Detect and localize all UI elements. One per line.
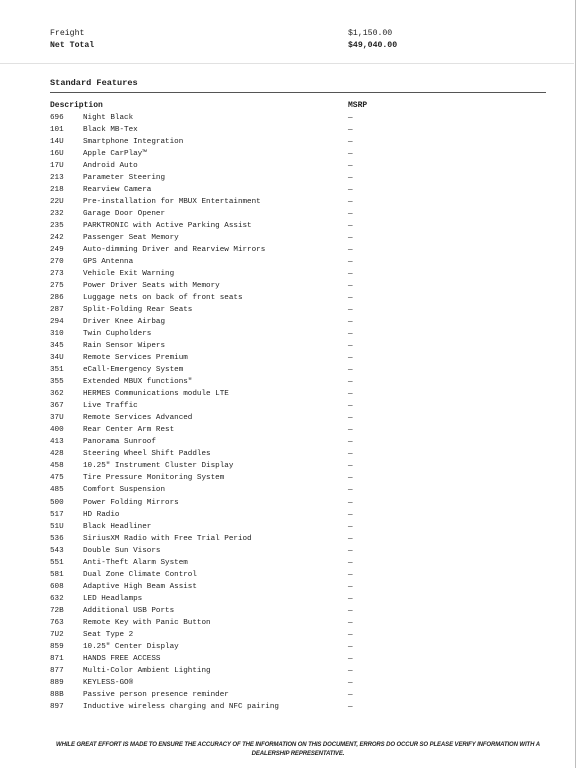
- feature-msrp: —: [348, 210, 353, 219]
- price-summary: [50, 28, 550, 52]
- feature-msrp: —: [348, 306, 353, 315]
- feature-msrp: —: [348, 414, 353, 423]
- table-row: [50, 509, 546, 521]
- feature-code: 632: [50, 594, 64, 603]
- feature-msrp: —: [348, 606, 353, 615]
- feature-description: Rearview Camera: [83, 186, 152, 195]
- feature-code: 242: [50, 234, 64, 243]
- table-row: [50, 593, 546, 605]
- feature-msrp: —: [348, 498, 353, 507]
- table-row: [50, 340, 546, 352]
- feature-description: Remote Services Advanced: [83, 414, 193, 423]
- feature-msrp: —: [348, 114, 353, 122]
- table-row: [50, 521, 546, 533]
- feature-code: 877: [50, 666, 64, 675]
- feature-msrp: —: [348, 702, 353, 711]
- table-row: [50, 400, 546, 412]
- freight-row: [50, 28, 550, 40]
- table-row: [50, 352, 546, 364]
- feature-msrp: —: [348, 246, 353, 255]
- feature-description: Apple CarPlay™: [83, 150, 147, 159]
- feature-code: 294: [50, 318, 64, 327]
- feature-code: 218: [50, 186, 64, 195]
- features-list: [50, 112, 546, 713]
- feature-msrp: —: [348, 330, 353, 339]
- feature-msrp: —: [348, 138, 353, 147]
- feature-code: 458: [50, 462, 64, 471]
- feature-description: HERMES Communications module LTE: [83, 390, 229, 399]
- feature-description: Double Sun Visors: [83, 546, 161, 555]
- feature-code: 500: [50, 498, 64, 507]
- feature-msrp: —: [348, 582, 353, 591]
- table-row: [50, 208, 546, 220]
- feature-msrp: —: [348, 486, 353, 495]
- feature-msrp: —: [348, 174, 353, 183]
- feature-msrp: —: [348, 270, 353, 279]
- feature-code: 275: [50, 282, 64, 291]
- feature-msrp: —: [348, 366, 353, 375]
- feature-msrp: —: [348, 618, 353, 627]
- feature-description: Passive person presence reminder: [83, 690, 229, 699]
- table-row: [50, 689, 546, 701]
- feature-description: 10.25" Center Display: [83, 642, 179, 651]
- feature-code: 310: [50, 330, 64, 339]
- table-row: [50, 460, 546, 472]
- table-row: [50, 112, 546, 124]
- feature-code: 232: [50, 210, 64, 219]
- feature-code: 88B: [50, 690, 64, 699]
- feature-msrp: —: [348, 438, 353, 447]
- feature-description: Comfort Suspension: [83, 486, 166, 495]
- table-row: [50, 196, 546, 208]
- feature-description: Pre-installation for MBUX Entertainment: [83, 198, 261, 207]
- feature-msrp: —: [348, 258, 353, 267]
- feature-description: Extended MBUX functions": [83, 378, 193, 387]
- feature-description: Vehicle Exit Warning: [83, 270, 175, 279]
- feature-description: Anti-Theft Alarm System: [83, 558, 188, 567]
- divider: [0, 63, 574, 64]
- table-row: [50, 388, 546, 400]
- feature-description: Steering Wheel Shift Paddles: [83, 450, 211, 459]
- feature-description: GPS Antenna: [83, 258, 134, 267]
- feature-description: PARKTRONIC with Active Parking Assist: [83, 222, 252, 231]
- feature-code: 475: [50, 474, 64, 483]
- freight-label: Freight: [50, 29, 85, 38]
- table-row: [50, 557, 546, 569]
- table-row: [50, 677, 546, 689]
- table-row: [50, 617, 546, 629]
- feature-description: Power Folding Mirrors: [83, 498, 179, 507]
- feature-code: 235: [50, 222, 64, 231]
- feature-code: 17U: [50, 162, 64, 171]
- feature-code: 696: [50, 114, 64, 122]
- feature-msrp: —: [348, 558, 353, 567]
- feature-code: 517: [50, 510, 64, 519]
- feature-description: Rain Sensor Wipers: [83, 342, 166, 351]
- table-row: [50, 436, 546, 448]
- feature-msrp: —: [348, 450, 353, 459]
- feature-msrp: —: [348, 522, 353, 531]
- feature-msrp: —: [348, 666, 353, 675]
- feature-description: Luggage nets on back of front seats: [83, 294, 243, 303]
- feature-description: Twin Cupholders: [83, 330, 152, 339]
- feature-description: Rear Center Arm Rest: [83, 426, 175, 435]
- net-total-label: Net Total: [50, 41, 95, 50]
- table-row: [50, 569, 546, 581]
- table-row: [50, 665, 546, 677]
- feature-msrp: —: [348, 462, 353, 471]
- feature-description: Adaptive High Beam Assist: [83, 582, 197, 591]
- feature-code: 249: [50, 246, 64, 255]
- feature-description: Passenger Seat Memory: [83, 234, 179, 243]
- table-row: [50, 172, 546, 184]
- table-row: [50, 472, 546, 484]
- feature-code: 273: [50, 270, 64, 279]
- table-row: [50, 304, 546, 316]
- table-row: [50, 268, 546, 280]
- feature-code: 581: [50, 570, 64, 579]
- feature-msrp: —: [348, 378, 353, 387]
- feature-msrp: —: [348, 342, 353, 351]
- feature-msrp: —: [348, 594, 353, 603]
- net-total-value: $49,040.00: [348, 41, 398, 50]
- table-row: [50, 605, 546, 617]
- table-row: [50, 497, 546, 509]
- table-row: [50, 641, 546, 653]
- feature-msrp: —: [348, 534, 353, 543]
- table-row: [50, 256, 546, 268]
- feature-code: 7U2: [50, 630, 64, 639]
- feature-code: 213: [50, 174, 64, 183]
- feature-code: 367: [50, 402, 64, 411]
- table-row: [50, 316, 546, 328]
- feature-msrp: —: [348, 510, 353, 519]
- feature-code: 485: [50, 486, 64, 495]
- table-row: [50, 376, 546, 388]
- feature-description: Dual Zone Climate Control: [83, 570, 197, 579]
- feature-msrp: —: [348, 198, 353, 207]
- table-header: [50, 100, 546, 112]
- feature-description: SiriusXM Radio with Free Trial Period: [83, 534, 252, 543]
- feature-code: 400: [50, 426, 64, 435]
- feature-code: 72B: [50, 606, 64, 615]
- net-total-row: [50, 40, 550, 52]
- table-row: [50, 424, 546, 436]
- feature-description: Power Driver Seats with Memory: [83, 282, 220, 291]
- feature-code: 889: [50, 678, 64, 687]
- feature-description: Garage Door Opener: [83, 210, 166, 219]
- feature-description: Auto-dimming Driver and Rearview Mirrors: [83, 246, 266, 255]
- table-row: [50, 448, 546, 460]
- feature-msrp: —: [348, 678, 353, 687]
- feature-msrp: —: [348, 690, 353, 699]
- column-header-description: Description: [50, 101, 103, 110]
- table-row: [50, 124, 546, 136]
- feature-code: 14U: [50, 138, 64, 147]
- feature-code: 763: [50, 618, 64, 627]
- feature-code: 859: [50, 642, 64, 651]
- table-row: [50, 148, 546, 160]
- feature-msrp: —: [348, 630, 353, 639]
- feature-code: 51U: [50, 522, 64, 531]
- table-row: [50, 160, 546, 172]
- table-row: [50, 184, 546, 196]
- disclaimer: WHILE GREAT EFFORT IS MADE TO ENSURE THE ACCURACY OF THE INFORMATION ON THIS DOCUMENT, ERRORS DO OCCUR SO PLEASE VERIFY INFORMATION WITH A DEALERSHIP REPRESENTATIVE.: [56, 742, 540, 757]
- feature-description: HD Radio: [83, 510, 120, 519]
- table-row: [50, 533, 546, 545]
- feature-code: 897: [50, 702, 64, 711]
- feature-description: KEYLESS-GO®: [83, 678, 134, 687]
- table-row: [50, 545, 546, 557]
- feature-msrp: —: [348, 282, 353, 291]
- feature-code: 351: [50, 366, 64, 375]
- feature-msrp: —: [348, 570, 353, 579]
- feature-description: Multi-Color Ambient Lighting: [83, 666, 211, 675]
- feature-description: Android Auto: [83, 162, 138, 171]
- table-row: [50, 292, 546, 304]
- feature-msrp: —: [348, 426, 353, 435]
- freight-value: $1,150.00: [348, 29, 393, 38]
- feature-msrp: —: [348, 186, 353, 195]
- section-title: Standard Features: [50, 78, 138, 88]
- feature-code: 551: [50, 558, 64, 567]
- feature-description: LED Headlamps: [83, 594, 143, 603]
- feature-msrp: —: [348, 318, 353, 327]
- feature-code: 413: [50, 438, 64, 447]
- feature-code: 608: [50, 582, 64, 591]
- feature-description: Smartphone Integration: [83, 138, 184, 147]
- feature-code: 428: [50, 450, 64, 459]
- feature-msrp: —: [348, 402, 353, 411]
- feature-msrp: —: [348, 126, 353, 135]
- feature-description: Remote Services Premium: [83, 354, 188, 363]
- feature-code: 543: [50, 546, 64, 555]
- feature-description: Remote Key with Panic Button: [83, 618, 211, 627]
- page-edge: [575, 0, 576, 768]
- feature-msrp: —: [348, 354, 353, 363]
- table-row: [50, 280, 546, 292]
- table-row: [50, 412, 546, 424]
- feature-code: 101: [50, 126, 64, 135]
- feature-msrp: —: [348, 162, 353, 171]
- feature-description: Panorama Sunroof: [83, 438, 156, 447]
- feature-code: 16U: [50, 150, 64, 159]
- feature-description: Parameter Steering: [83, 174, 166, 183]
- table-row: [50, 244, 546, 256]
- feature-code: 287: [50, 306, 64, 315]
- table-row: [50, 328, 546, 340]
- table-row: [50, 220, 546, 232]
- feature-description: 10.25" Instrument Cluster Display: [83, 462, 234, 471]
- feature-description: Live Traffic: [83, 402, 138, 411]
- feature-code: 345: [50, 342, 64, 351]
- feature-code: 286: [50, 294, 64, 303]
- feature-code: 37U: [50, 414, 64, 423]
- feature-description: Tire Pressure Monitoring System: [83, 474, 225, 483]
- table-row: [50, 581, 546, 593]
- feature-description: Inductive wireless charging and NFC pairing: [83, 702, 279, 711]
- column-header-msrp: MSRP: [348, 101, 368, 110]
- feature-msrp: —: [348, 390, 353, 399]
- table-row: [50, 364, 546, 376]
- table-row: [50, 484, 546, 496]
- table-row: [50, 136, 546, 148]
- feature-msrp: —: [348, 546, 353, 555]
- feature-code: 34U: [50, 354, 64, 363]
- feature-description: Additional USB Ports: [83, 606, 175, 615]
- feature-description: Night Black: [83, 114, 134, 122]
- features-table: [50, 100, 546, 713]
- table-row: [50, 629, 546, 641]
- feature-msrp: —: [348, 654, 353, 663]
- feature-msrp: —: [348, 474, 353, 483]
- feature-description: Split-Folding Rear Seats: [83, 306, 193, 315]
- feature-description: Black Headliner: [83, 522, 152, 531]
- feature-description: Black MB-Tex: [83, 126, 138, 135]
- table-row: [50, 232, 546, 244]
- feature-description: Driver Knee Airbag: [83, 318, 166, 327]
- section-divider: [50, 92, 546, 93]
- feature-description: HANDS FREE ACCESS: [83, 654, 161, 663]
- feature-code: 871: [50, 654, 64, 663]
- feature-msrp: —: [348, 294, 353, 303]
- table-row: [50, 653, 546, 665]
- feature-description: Seat Type 2: [83, 630, 134, 639]
- feature-code: 22U: [50, 198, 64, 207]
- feature-msrp: —: [348, 222, 353, 231]
- table-row: [50, 701, 546, 713]
- feature-code: 270: [50, 258, 64, 267]
- feature-msrp: —: [348, 642, 353, 651]
- feature-code: 355: [50, 378, 64, 387]
- feature-msrp: —: [348, 150, 353, 159]
- feature-msrp: —: [348, 234, 353, 243]
- feature-description: eCall-Emergency System: [83, 366, 184, 375]
- feature-code: 362: [50, 390, 64, 399]
- feature-code: 536: [50, 534, 64, 543]
